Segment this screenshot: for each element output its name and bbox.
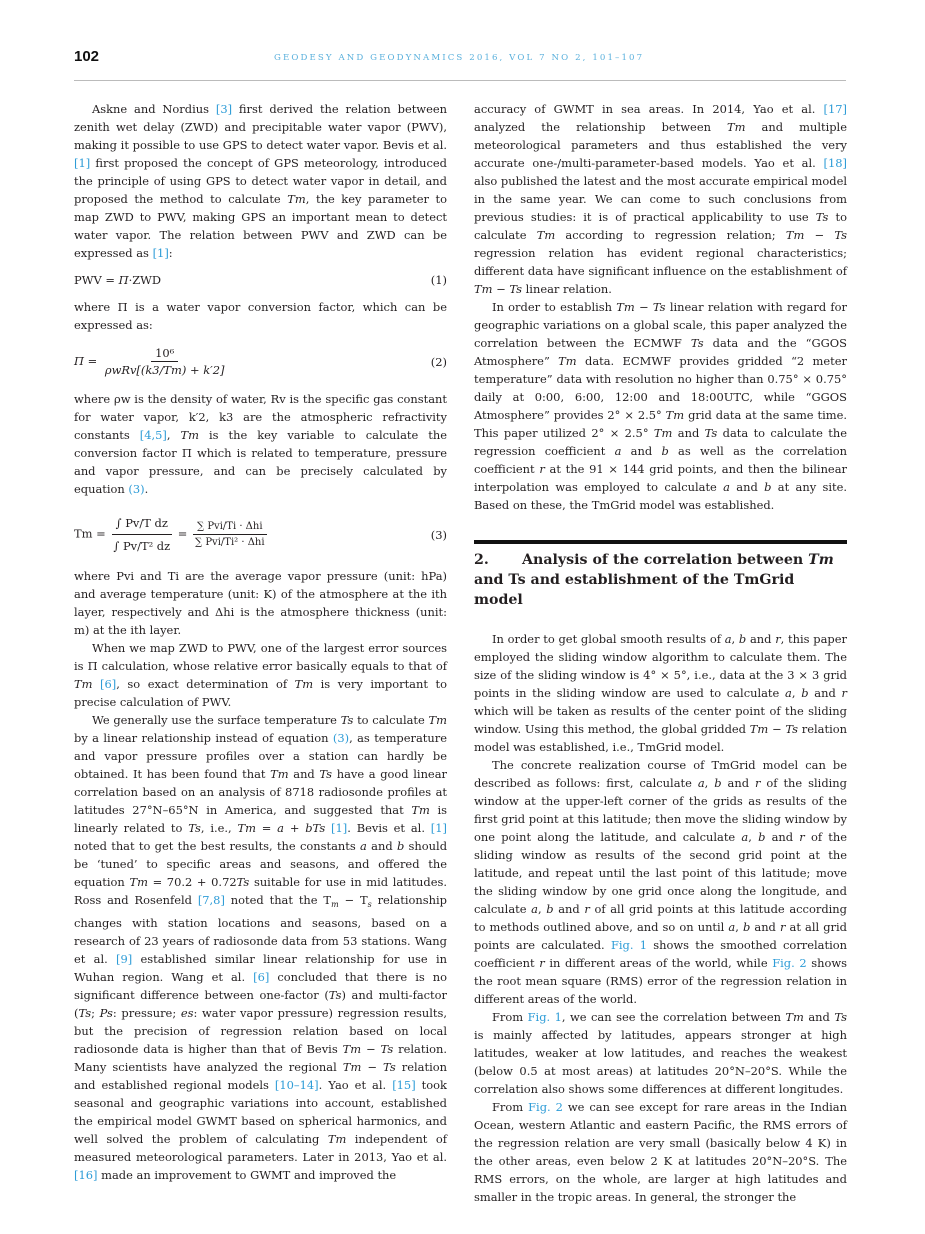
citation-link[interactable]: [1] (430, 821, 447, 835)
section-title-part: and Ts and establishment of the TmGrid model (474, 572, 795, 608)
text-run: and (746, 632, 776, 646)
text-run: and (288, 767, 320, 781)
equation-1 (74, 271, 447, 289)
math-symbol: r (754, 776, 761, 790)
text-run: . Yao et al. (318, 1078, 393, 1092)
math-symbol: r (539, 462, 545, 476)
text-run: , (537, 902, 547, 916)
math-symbol: Ts (690, 336, 704, 350)
text-run: we can see except for rare areas in the Indian Ocean, western Atlantic and eastern Pacific, the RMS errors of the regression relation are very small (basically below 4 K) in the other areas, even below 2 K at latitudes 20°N–20°S. The RMS errors, on the whole, are larger at high latitudes and smaller in the tropic areas. In general, the stronger the (474, 1100, 847, 1204)
math-symbol: r (799, 830, 805, 844)
section-heading (474, 540, 847, 610)
text-run: , as temperature and vapor pressure profiles over a station can hardly be obtained. It has been found that (74, 731, 447, 781)
fraction-numerator: ∫ Pv/T dz (112, 512, 172, 535)
math-symbol: Tm (653, 426, 673, 440)
text-run: is the key variable to calculate the conversion factor Π which is related to temperature, pressure and vapor pressure, and can be precisely calculated by equation (74, 428, 447, 496)
section-number: 2. (474, 552, 489, 568)
text-run: data and the “GGOS Atmosphere” (474, 336, 848, 368)
math-symbol: es (180, 1006, 194, 1020)
text-run: established similar linear relationship for use in Wuhan region. Wang et al. (74, 952, 448, 984)
math-symbol: r (779, 920, 786, 934)
math-symbol: Ts (815, 210, 829, 224)
math-symbol: b (396, 839, 405, 853)
text-run: independent of measured meteorological parameters. Later in 2013, Yao et al. (74, 1132, 447, 1164)
text-run: , the key parameter to map ZWD to PWV, making GPS an important mean to detect water vapor. The relation between PWV and ZWD can be expressed as (74, 192, 447, 260)
math-symbol: Ts (834, 1010, 848, 1024)
text-run: noted that the T (224, 893, 332, 907)
equation-body (74, 271, 161, 289)
citation-link[interactable]: [9] (116, 952, 133, 966)
citation-link[interactable]: [18] (823, 156, 847, 170)
text-run: , (735, 920, 743, 934)
citation-link[interactable]: (3) (332, 731, 350, 745)
text-run: , (166, 428, 181, 442)
math-symbol: b (801, 686, 809, 700)
text-run: at any site. Based on these, the TmGrid model was established. (474, 480, 848, 512)
paragraph: where Π is a water vapor conversion factor, which can be expressed as: (74, 300, 447, 332)
math-symbol: Tm (411, 803, 430, 817)
math-symbol: a (785, 686, 792, 700)
math-symbol: b (546, 902, 554, 916)
text-run: . (144, 482, 149, 496)
text-run: and (765, 830, 800, 844)
math-symbol: Tm (270, 767, 289, 781)
math-symbol: b (742, 920, 751, 934)
paragraph (474, 100, 847, 298)
text-run: In order to establish (492, 300, 617, 314)
math-symbol: Tm (74, 677, 93, 691)
text-run: noted that to get the best results, the constants (74, 839, 361, 853)
text-run: and (729, 480, 765, 494)
math-symbol: b (714, 776, 722, 790)
math-symbol: Tm − Ts (342, 1042, 394, 1056)
citation-link[interactable]: [15] (392, 1078, 416, 1092)
fraction-numerator: ∑ Pvi/Ti · Δhi (193, 519, 267, 535)
text-run: first derived the relation between zenith wet delay (ZWD) and precipitable water vapor (PWV), making it possible to use GPS to detect water vapor. Bevis et al. (74, 102, 448, 152)
text-run: of the sliding window as results of the second grid point at the latitude, and repeat until the last point of this latitude; move the sliding window by one grid once along the longitude, and calculate (474, 830, 847, 916)
equation-body (74, 346, 228, 378)
text-run: , this paper employed the sliding window algorithm to calculate them. The size of the sliding window is 4° × 5°, i.e., data at the 3 × 3 grid points in the sliding window are used to calculate (474, 632, 847, 700)
math-symbol: Ts (236, 875, 250, 889)
text-run: , (731, 632, 739, 646)
text-run: linear relation. (522, 282, 612, 296)
text-run: : (168, 246, 173, 260)
citation-link[interactable]: [1] (331, 821, 348, 835)
equation-2 (74, 346, 447, 378)
text-run: In order to get global smooth results of (492, 632, 725, 646)
text-run: linear relation with regard for geographic variations on a global scale, this paper analyzed the correlation between the ECMWF (474, 300, 847, 350)
text-run: , we can see the correlation between (561, 1010, 786, 1024)
fraction-denominator: ρwRv[(k3/Tm) + k′2] (104, 363, 225, 377)
math-symbol: a (723, 480, 730, 494)
text-run: , (748, 830, 759, 844)
math-symbol: Ts (340, 713, 354, 727)
math-symbol: Tm (287, 192, 306, 206)
text-run: is mainly affected by latitudes, appears stronger at high latitudes, weaker at low latitudes, and reaches the weakest (below 0.5 at most areas) at latitudes 20°N–20°S. While the correlation also shows some differences at different longitudes. (474, 1028, 847, 1096)
citation-link[interactable]: [7,8] (197, 893, 225, 907)
text-run: is very important to precise calculation of PWV. (74, 677, 447, 709)
text-run: , so exact determination of (116, 677, 295, 691)
math-symbol: a (531, 902, 538, 916)
text-run: Askne and Nordius (92, 102, 216, 116)
text-run: : water vapor pressure) regression results, but the precision of regression relation based on local radiosonde data is higher than that of Bevis (74, 1006, 447, 1056)
page-header (74, 46, 846, 81)
text-run: relation. Many scientists have analyzed the regional (74, 1042, 447, 1074)
math-symbol: Tm − Ts (616, 300, 666, 314)
math-symbol: Tm − Ts (474, 282, 522, 296)
paragraph: where Pvi and Ti are the average vapor pressure (unit: hPa) and average temperature (unit: K) of the atmosphere at the ith layer, respectively and Δhi is the atmosphere thickness (unit: m) at the ith layer. (74, 569, 447, 637)
text-run: . Bevis et al. (347, 821, 431, 835)
eq-lhs: Tm = (74, 526, 106, 541)
paragraph (74, 711, 447, 1184)
fraction-numerator: 10⁶ (151, 346, 178, 362)
text-run: relation model was established, i.e., TmGrid model. (474, 722, 847, 754)
citation-link[interactable]: [17] (823, 102, 847, 116)
math-symbol: Tm (327, 1132, 347, 1146)
text-run: concluded that there is no significant difference between one-factor ( (74, 970, 447, 1002)
text-run: , (704, 776, 715, 790)
math-symbol: r (775, 632, 781, 646)
text-run (92, 677, 100, 691)
math-symbol: a (741, 830, 749, 844)
text-run: of all grid points at this latitude according to methods outlined above, and so on until (474, 902, 847, 934)
fraction-denominator: ∫ Pv/T² dz (113, 539, 171, 553)
text-run: relation and established regional models (74, 1060, 447, 1092)
eq-lhs: PWV = (74, 273, 119, 287)
math-symbol: Tm (129, 875, 148, 889)
text-run: in different areas of the world, while (544, 956, 773, 970)
equation-number: (1) (430, 273, 447, 287)
text-run: We generally use the surface temperature (92, 713, 341, 727)
equation-number: (3) (430, 527, 447, 542)
math-symbol: Ps (99, 1006, 113, 1020)
text-run: : pressure; (112, 1006, 181, 1020)
fraction (101, 346, 229, 378)
math-symbol: b (661, 444, 669, 458)
text-run: From (492, 1010, 528, 1024)
text-run: , i.e., (200, 821, 238, 835)
citation-link[interactable]: Fig. 2 (772, 956, 807, 970)
math-symbol: Ts (78, 1006, 92, 1020)
text-run: to calculate (353, 713, 429, 727)
eq-lhs: Π = (74, 354, 98, 368)
text-run: by a linear relationship instead of equation (74, 731, 333, 745)
math-symbol: a (360, 839, 367, 853)
eq-rhs: ·ZWD (128, 273, 162, 287)
math-symbol: Ts (319, 767, 333, 781)
citation-link[interactable]: [1] (74, 156, 91, 170)
text-run: to calculate (474, 210, 848, 242)
citation-link[interactable]: (3) (128, 482, 145, 496)
equation-body: Tm = $\frac{\text{∫ Pv/T dz}}{\text{∫ Pv/T² dz}}$ = $\frac{\text{∑ Pvi/Ti · Δhi}}{\text{∑ Pvi/Ti² · Δhi}}$ (74, 512, 269, 557)
paragraph (474, 1008, 847, 1098)
text-run: − T (338, 893, 368, 907)
eq-pi: Π (118, 273, 129, 287)
paragraph (74, 639, 447, 711)
paragraph (74, 100, 447, 262)
math-symbol: Tm (727, 120, 746, 134)
text-run: shows the root mean square (RMS) error of the regression relation in different areas of the world. (474, 956, 848, 1006)
math-symbol: a (614, 444, 622, 458)
equation-number: (2) (430, 355, 447, 369)
fraction-denominator: ∑ Pvi/Ti² · Δhi (195, 536, 265, 548)
citation-link[interactable]: [6] (100, 677, 117, 691)
math-symbol: Tm − Ts (785, 228, 847, 242)
text-run: and multiple meteorological parameters and thus established the very accurate one-/multi-parameter-based models. Yao et al. (474, 120, 847, 170)
text-run: at the 91 × 144 grid points, and then the bilinear interpolation was employed to calculate (474, 462, 847, 494)
citation-link[interactable]: Fig. 2 (528, 1100, 563, 1114)
text-run: analyzed the relationship between (474, 120, 728, 134)
text-run: shows the smoothed correlation coefficient (474, 938, 848, 970)
math-symbol: a (724, 632, 732, 646)
text-run: suitable for use in mid latitudes. Ross and Rosenfeld (74, 875, 447, 907)
text-run: The concrete realization course of TmGrid model can be described as follows: first, calculate (474, 758, 847, 790)
citation-link[interactable]: [4,5] (139, 428, 167, 442)
text-run: according to regression relation; (555, 228, 786, 242)
math-symbol: b (764, 480, 772, 494)
citation-link[interactable]: [16] (74, 1168, 98, 1182)
text-run: ) and multi-factor ( (74, 988, 447, 1020)
text-run: of the sliding window at the upper-left corner of the grids as results of the first grid point at this latitude; then move the sliding window by one point along the latitude, and calculate (474, 776, 847, 844)
page-number: 102 (74, 48, 100, 65)
math-symbol: r (539, 956, 545, 970)
section-title-italic: Tm (808, 552, 834, 568)
math-symbol: r (584, 902, 590, 916)
citation-link[interactable]: [6] (253, 970, 270, 984)
journal-running-title: GEODESY AND GEODYNAMICS 2016, VOL 7 NO 2, 101–107 (274, 53, 645, 63)
text-run: should be ‘tuned’ to specific areas and seasons, and offered the equation (74, 839, 448, 889)
text-run: where ρw is the density of water, Rv is the specific gas constant for water vapor, k′2, k3 are the atmospheric refractivity constants (74, 392, 447, 442)
right-column (474, 100, 847, 1206)
math-symbol: a (728, 920, 736, 934)
math-symbol: Tm (180, 428, 199, 442)
math-symbol: Tm (665, 408, 685, 422)
math-symbol: Tm = a + bTs (237, 821, 326, 835)
text-run: , (791, 686, 802, 700)
text-run: took seasonal and geographic variations into account, established the empirical model GWMT based on spherical harmonics, and well solved the problem of calculating (74, 1078, 447, 1146)
text-run: and (672, 426, 705, 440)
math-symbol: b (738, 632, 747, 646)
text-run: When we map ZWD to PWV, one of the largest error sources is Π calculation, whose relative error basically equals to that of (74, 641, 447, 673)
math-symbol: r (841, 686, 847, 700)
fraction-sum (191, 519, 269, 551)
left-column (74, 100, 447, 1184)
citation-link[interactable]: [10–14] (274, 1078, 319, 1092)
math-symbol: Tm (294, 677, 314, 691)
paragraph (474, 630, 847, 756)
math-symbol: Tm (428, 713, 447, 727)
math-symbol: Tm − Ts (342, 1060, 396, 1074)
text-run: = 70.2 + 0.72 (147, 875, 237, 889)
text-run: grid data at the same time. This paper utilized 2° × 2.5° (474, 408, 847, 440)
text-run: is linearly related to (74, 803, 447, 835)
text-run: at all grid points are calculated. (474, 920, 847, 952)
text-run: and (721, 776, 755, 790)
text-run: as well as the correlation coefficient (474, 444, 847, 476)
text-run: accuracy of GWMT in sea areas. In 2014, Yao et al. (474, 102, 824, 116)
text-run: made an improvement to GWMT and improved the (97, 1168, 397, 1182)
math-symbol: Tm − Ts (749, 722, 799, 736)
citation-link[interactable]: Fig. 1 (527, 1010, 562, 1024)
text-run: and (808, 686, 842, 700)
text-run: data. ECMWF provides gridded “2 meter temperature” data with resolution no higher than 0.75° × 0.75° daily at 0:00, 6:00, 12:00 and 18:00UTC, while “GGOS Atmosphere” provides 2° × 2.5° (474, 354, 847, 422)
text-run: and (553, 902, 585, 916)
citation-link[interactable]: [1] (152, 246, 169, 260)
equation-3 (74, 512, 447, 557)
text-run: and (366, 839, 397, 853)
math-symbol: Ts (188, 821, 201, 835)
text-run: first proposed the concept of GPS meteorology, introduced the principle of using GPS to detect water vapor in detail, and proposed the method to calculate (74, 156, 447, 206)
text-run: which will be taken as results of the center point of the sliding window. Using this method, the global gridded (474, 704, 847, 736)
text-run: regression relation has evident regional characteristics; different data have significant influence on the establishment of (474, 246, 847, 278)
math-symbol: Tm (536, 228, 556, 242)
text-run: and (750, 920, 780, 934)
paragraph (474, 756, 847, 1008)
paragraph (74, 390, 447, 498)
citation-link[interactable]: Fig. 1 (610, 938, 648, 952)
math-symbol: Tm (785, 1010, 804, 1024)
text-run: From (492, 1100, 529, 1114)
math-symbol: a (697, 776, 705, 790)
text-run: data to calculate the regression coefficient (474, 426, 848, 458)
fraction-integral (109, 512, 174, 557)
section-body (474, 630, 847, 1206)
math-subscript: m (331, 900, 339, 909)
text-run: and (803, 1010, 835, 1024)
text-run: and (621, 444, 662, 458)
math-symbol: b (758, 830, 766, 844)
text-run: relationship changes with station locations and seasons, based on a research of 23 years of radiosonde data from 53 stations. Wang et al. (74, 893, 447, 966)
paragraph (474, 1098, 847, 1206)
text-run: ; (91, 1006, 100, 1020)
math-symbol: Ts (704, 426, 718, 440)
math-symbol: Tm (558, 354, 577, 368)
text-run: have a good linear correlation based on an analysis of 8718 radiosonde profiles at latitudes 27°N–65°N in America, and suggested that (74, 767, 447, 817)
paragraph (474, 298, 847, 514)
section-title-part: Analysis of the correlation between (522, 552, 809, 568)
citation-link[interactable]: [3] (215, 102, 233, 116)
math-subscript: s (367, 900, 372, 909)
math-symbol: Ts (328, 988, 342, 1002)
text-run: also published the latest and the most accurate empirical model in the same year. We can come to such conclusions from previous studies: it is of practical applicability to use (474, 174, 847, 224)
